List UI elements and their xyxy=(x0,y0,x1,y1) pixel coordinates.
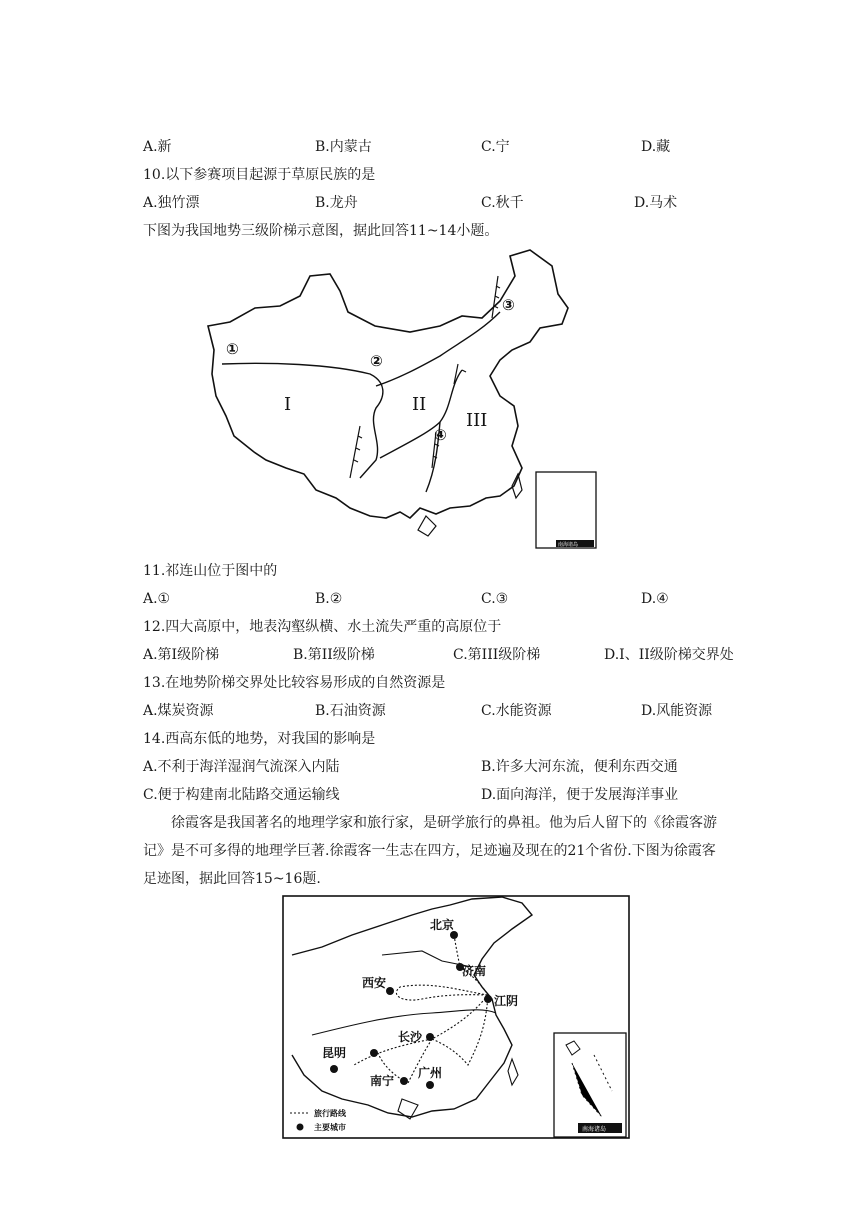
marker-3: ③ xyxy=(502,296,515,314)
q13-option-b: B.石油资源 xyxy=(315,703,386,719)
q14-option-d: D.面向海洋，便于发展海洋事业 xyxy=(481,787,679,803)
q13-option-a: A.煤炭资源 xyxy=(143,703,214,719)
city-xian: 西安 xyxy=(362,976,387,990)
city-changsha: 长沙 xyxy=(398,1030,423,1044)
q11-option-c: C.③ xyxy=(481,591,509,607)
step-label-3: III xyxy=(466,410,488,431)
q12-option-d: D.I、II级阶梯交界处 xyxy=(604,647,734,663)
q10-option-a: A.独竹漂 xyxy=(143,195,200,211)
q12-stem: 12.四大高原中，地表沟壑纵横、水土流失严重的高原位于 xyxy=(143,619,502,635)
terrain-steps-map xyxy=(200,246,610,552)
marker-1: ① xyxy=(226,340,239,358)
q13-option-d: D.风能资源 xyxy=(641,703,713,719)
q10-option-d: D.马术 xyxy=(634,195,678,211)
q9-option-c: C.宁 xyxy=(481,139,510,155)
step-label-1: I xyxy=(284,394,292,415)
q9-option-d: D.藏 xyxy=(641,139,671,155)
legend-route-label: 旅行路线 xyxy=(314,1109,346,1118)
legend-city-label: 主要城市 xyxy=(314,1123,346,1132)
q14-option-b: B.许多大河东流，便利东西交通 xyxy=(481,759,678,775)
q12-option-c: C.第III级阶梯 xyxy=(453,647,541,663)
q14-stem: 14.西高东低的地势，对我国的影响是 xyxy=(143,731,376,747)
intro-text-map1: 下图为我国地势三级阶梯示意图，据此回答11~14小题。 xyxy=(143,223,499,239)
q9-option-a: A.新 xyxy=(143,139,172,155)
q11-option-b: B.② xyxy=(315,591,343,607)
q10-option-b: B.龙舟 xyxy=(315,195,358,211)
q13-option-c: C.水能资源 xyxy=(481,703,552,719)
xu-xiake-route-map xyxy=(282,895,630,1139)
step-label-2: II xyxy=(412,394,427,415)
q12-option-b: B.第II级阶梯 xyxy=(293,647,375,663)
q13-stem: 13.在地势阶梯交界处比较容易形成的自然资源是 xyxy=(143,675,446,691)
inset-label-2: 南海诸岛 xyxy=(582,1126,607,1133)
q10-stem: 10.以下参赛项目起源于草原民族的是 xyxy=(143,167,376,183)
city-nanning: 南宁 xyxy=(370,1074,395,1088)
marker-2: ② xyxy=(370,352,383,370)
city-guangzhou: 广州 xyxy=(418,1066,443,1080)
q10-option-c: C.秋千 xyxy=(481,195,524,211)
q11-stem: 11.祁连山位于图中的 xyxy=(143,563,278,579)
q14-option-a: A.不利于海洋湿润气流深入内陆 xyxy=(143,759,340,775)
marker-4: ④ xyxy=(434,426,447,444)
inset-label-1: 南海诸岛 xyxy=(558,542,579,548)
q11-option-a: A.① xyxy=(143,591,171,607)
city-kunming: 昆明 xyxy=(322,1046,347,1060)
city-beijing: 北京 xyxy=(430,918,455,932)
q12-option-a: A.第I级阶梯 xyxy=(143,647,220,663)
intro-paragraph-xu-xiake: 徐霞客是我国著名的地理学家和旅行家，是研学旅行的鼻祖。他为后人留下的《徐霞客游记》是不可多得的地理学巨著.徐霞客一生志在四方，足迹遍及现在的21个省份.下图为徐霞客足迹图，据此回答15~16题. xyxy=(143,815,717,887)
city-jinan: 济南 xyxy=(462,964,487,978)
q14-option-c: C.便于构建南北陆路交通运输线 xyxy=(143,787,340,803)
q11-option-d: D.④ xyxy=(641,591,669,607)
q9-option-b: B.内蒙古 xyxy=(315,139,372,155)
city-jiangyin: 江阴 xyxy=(494,994,519,1008)
